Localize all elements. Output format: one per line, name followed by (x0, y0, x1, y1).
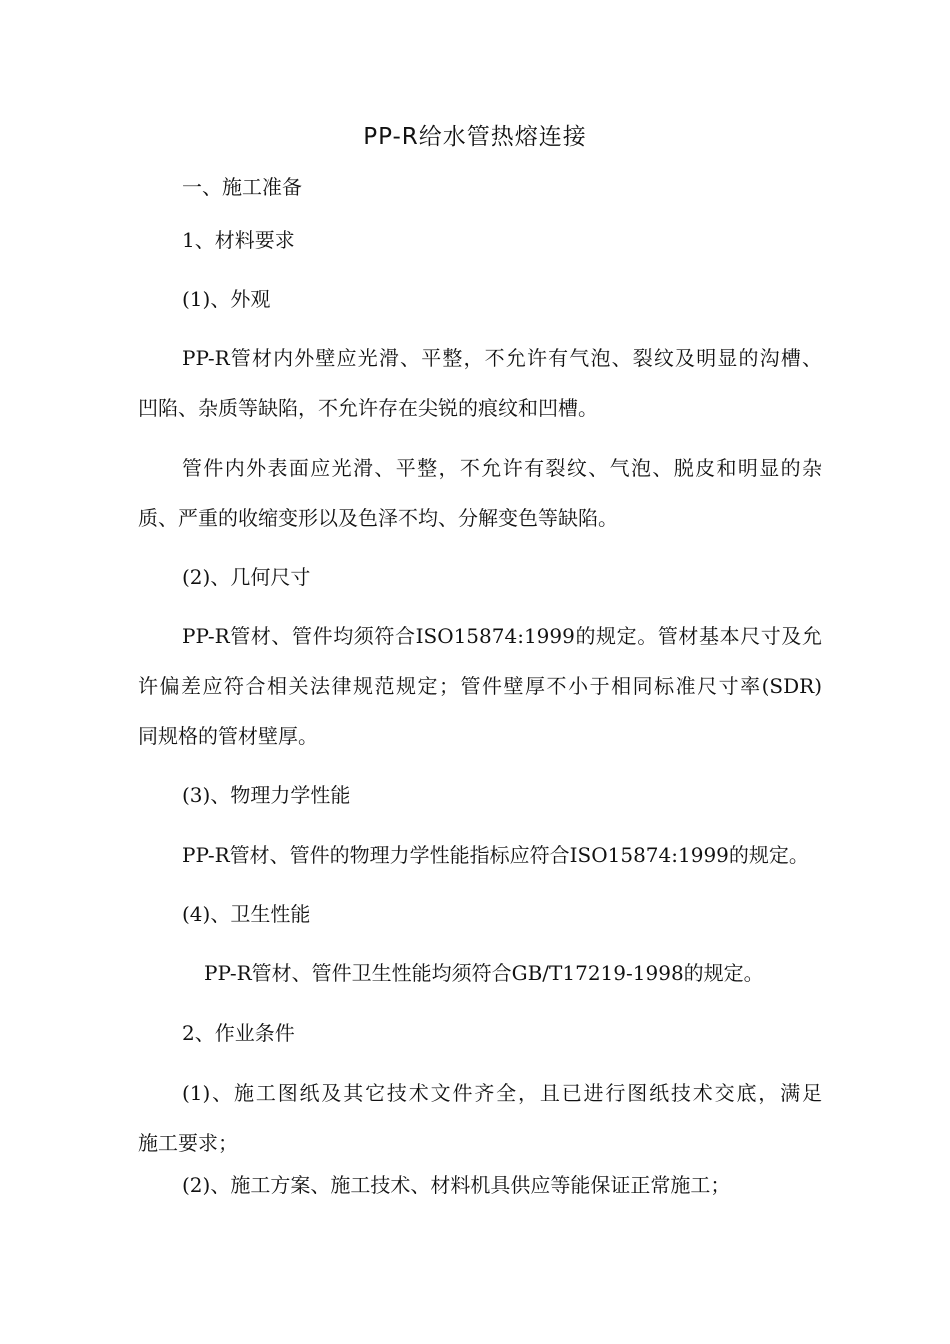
paragraph-pipe-appearance-line-1: PP-R管材内外壁应光滑、平整，不允许有气泡、裂纹及明显的沟槽、 (182, 346, 822, 370)
subsection-heading-materials: 1、材料要求 (182, 228, 295, 252)
item-heading-dimensions: (2)、几何尺寸 (182, 565, 311, 589)
section-heading-construction-prep: 一、施工准备 (182, 175, 302, 199)
document-title: PP-R给水管热熔连接 (363, 124, 587, 150)
paragraph-mechanical-properties: PP-R管材、管件的物理力学性能指标应符合ISO15874:1999的规定。 (182, 843, 809, 867)
paragraph-dimensions-line-2: 许偏差应符合相关法律规范规定；管件壁厚不小于相同标准尺寸率(SDR) (138, 674, 822, 698)
paragraph-pipe-appearance-line-2: 凹陷、杂质等缺陷，不允许存在尖锐的痕纹和凹槽。 (138, 396, 598, 420)
item-heading-hygiene: (4)、卫生性能 (182, 902, 311, 926)
paragraph-condition-1-line-1: (1)、施工图纸及其它技术文件齐全，且已进行图纸技术交底，满足 (182, 1081, 822, 1105)
paragraph-fitting-appearance-line-1: 管件内外表面应光滑、平整，不允许有裂纹、气泡、脱皮和明显的杂 (182, 456, 822, 480)
paragraph-condition-2: (2)、施工方案、施工技术、材料机具供应等能保证正常施工； (182, 1173, 731, 1197)
paragraph-condition-1-line-2: 施工要求； (138, 1131, 238, 1155)
paragraph-hygiene: PP-R管材、管件卫生性能均须符合GB/T17219-1998的规定。 (204, 961, 764, 985)
paragraph-fitting-appearance-line-2: 质、严重的收缩变形以及色泽不均、分解变色等缺陷。 (138, 506, 618, 530)
item-heading-mechanical-properties: (3)、物理力学性能 (182, 783, 351, 807)
subsection-heading-work-conditions: 2、作业条件 (182, 1021, 295, 1045)
paragraph-dimensions-line-1: PP-R管材、管件均须符合ISO15874:1999的规定。管材基本尺寸及允 (182, 624, 822, 648)
item-heading-appearance: (1)、外观 (182, 287, 271, 311)
paragraph-dimensions-line-3: 同规格的管材壁厚。 (138, 724, 318, 748)
